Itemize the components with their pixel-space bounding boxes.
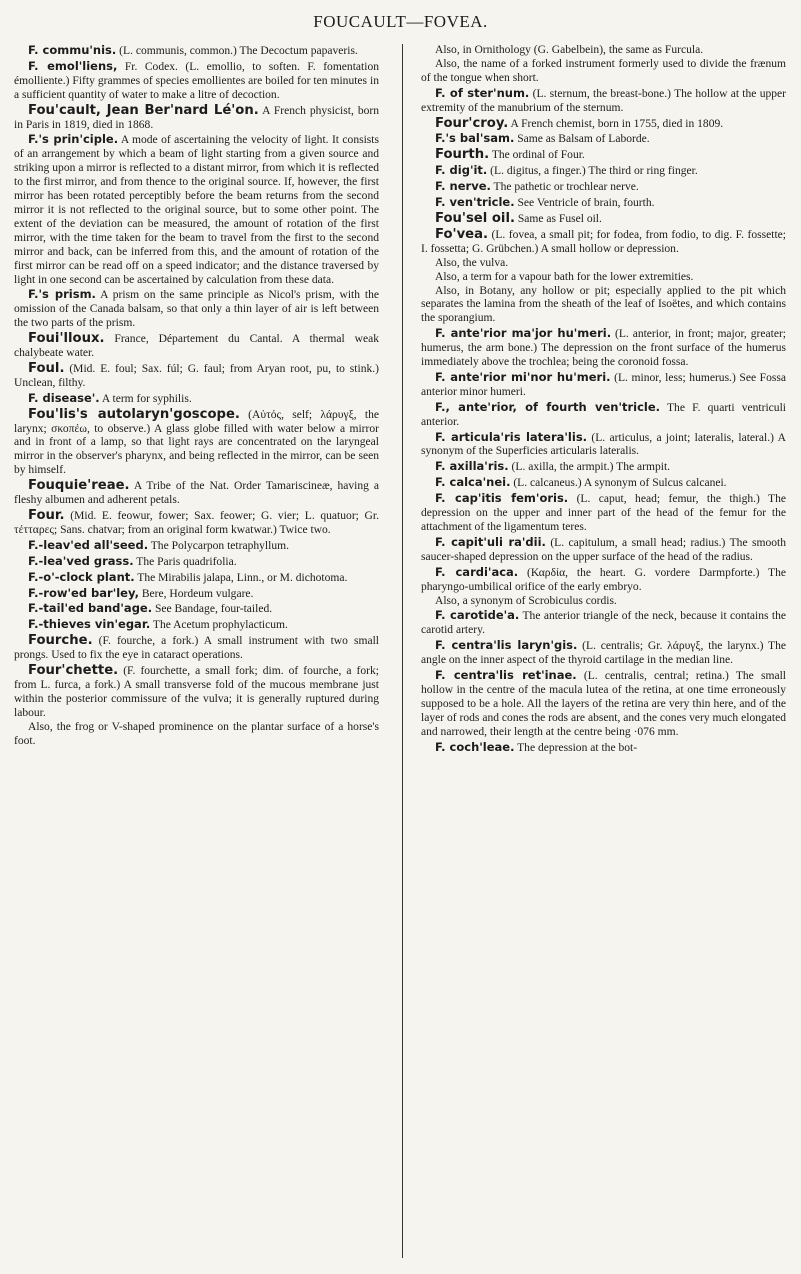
- dictionary-entry: [421, 431, 786, 460]
- dictionary-entry: [421, 492, 786, 535]
- entry-definition: (L. calcaneus.) A synonym of Sulcus calcanei.: [510, 477, 727, 490]
- entry-definition: A Tribe of the Nat. Order Tamariscineæ, having a fleshy albumen and adherent petals.: [14, 480, 379, 507]
- dictionary-entry: [14, 288, 379, 331]
- entry-headword: Four'chette.: [28, 663, 119, 679]
- entry-headword: F. emol'liens,: [28, 58, 118, 73]
- entry-definition: (Καρδία, the heart. G. vordere Darmpforte.) The pharyngo-umbilical orifice of the early embryo.: [421, 566, 786, 593]
- entry-definition: (L. minor, less; humerus.) See Fossa anterior minor humeri.: [421, 371, 786, 398]
- dictionary-entry: [421, 117, 786, 132]
- dictionary-entry: [14, 571, 379, 586]
- entry-definition: (L. sternum, the breast-bone.) The hollow at the upper extremity of the manubrium of the sternum.: [421, 87, 786, 114]
- entry-headword: F. nerve.: [435, 179, 491, 194]
- entry-headword: Fo'vea.: [435, 226, 489, 242]
- right-column: [421, 44, 786, 1266]
- dictionary-entry: [14, 602, 379, 617]
- entry-definition: (L. caput, head; femur, the thigh.) The depression on the upper and inner part of the head of the femur for the attachment of the ligamentum teres.: [421, 493, 786, 533]
- dictionary-entry: [14, 555, 379, 570]
- dictionary-entry: [14, 664, 379, 748]
- dictionary-entry: [14, 509, 379, 538]
- entry-headword: Fou'cault, Jean Ber'nard Lé'on.: [28, 102, 259, 118]
- entry-definition: (L. fovea, a small pit; for fodea, from fodio, to dig. F. fossette; I. fossetta; G. Grübchen.) A small hollow or depression.: [421, 228, 786, 255]
- dictionary-entry: [421, 371, 786, 400]
- entry-definition: (L. anterior, in front; major, greater; humerus, the arm bone.) The depression on the front surface of the humerus immediately above the trochlea; being the coronoid fossa.: [421, 328, 786, 369]
- entry-definition: A mode of ascertaining the velocity of light. It consists of an arrangement by which a beam of light starting from a given source and striking upon a mirror is reflected to a distant mirror, from which it is reflected to the first mirror, and from thence to the original source. If, however, the first mirror has been rotated perceptibly before the beam returns from the second mirror it is not reflected to the original source, but to some other point. The extent of the deviation can be measured, the amount of rotation of the first mirror, with the time taken for the beam to travel from the first to the second mirror and back, can be inferred from this, and the amount of rotation of the first mirror can be read off on a speed indicator; and the distance traversed by light in one second can be ascertained by calculation from these data.: [14, 134, 379, 286]
- entry-headword: F.-lea'ved grass.: [28, 553, 134, 568]
- entry-definition: (L. digitus, a finger.) The third or ring finger.: [487, 165, 698, 178]
- entry-headword: F.'s prin'ciple.: [28, 132, 119, 147]
- entry-definition: The anterior triangle of the neck, because it contains the carotid artery.: [421, 610, 786, 637]
- entry-headword: F. axilla'ris.: [435, 459, 509, 474]
- entry-headword: F.'s bal'sam.: [435, 131, 515, 146]
- entry-headword: F. articula'ris latera'lis.: [435, 429, 588, 444]
- dictionary-entry: [421, 327, 786, 370]
- entry-definition: The Polycarpon tetraphyllum.: [148, 539, 289, 552]
- entry-headword: Four'croy.: [435, 115, 509, 131]
- entry-headword: F.-tail'ed band'age.: [28, 601, 153, 616]
- dictionary-entry: [421, 401, 786, 430]
- left-column: [14, 44, 379, 1266]
- entry-definition: The Mirabilis jalapa, Linn., or M. dichotoma.: [134, 571, 348, 584]
- column-divider: [402, 44, 403, 1258]
- entry-headword: F. ante'rior mi'nor hu'meri.: [435, 369, 611, 384]
- dictionary-entry: [14, 60, 379, 103]
- dictionary-entry: [421, 132, 786, 147]
- dictionary-entry: [14, 587, 379, 602]
- dictionary-entry: [421, 609, 786, 638]
- dictionary-entry: [14, 362, 379, 391]
- dictionary-entry: [421, 639, 786, 668]
- dictionary-entry: [14, 392, 379, 407]
- dictionary-entry: [421, 148, 786, 163]
- entry-headword: F. ven'tricle.: [435, 195, 515, 210]
- entry-headword: F. disease'.: [28, 390, 100, 405]
- entry-definition: A French chemist, born in 1755, died in 1809.: [508, 117, 724, 130]
- entry-definition: A prism on the same principle as Nicol's prism, with the omission of the Canada balsam, so that only a thin layer of air is left between the two parts of the prism.: [14, 289, 379, 330]
- dictionary-entry: [14, 133, 379, 287]
- entry-headword: Fou'lis's autolaryn'goscope.: [28, 406, 240, 422]
- entry-definition: The F. quarti ventriculi anterior.: [421, 401, 786, 428]
- entry-definition: The Paris quadrifolia.: [133, 555, 237, 568]
- entry-headword: F.-row'ed bar'ley,: [28, 585, 139, 600]
- dictionary-entry: [14, 104, 379, 133]
- entry-headword: F. dig'it.: [435, 163, 488, 178]
- entry-definition: Fr. Codex. (L. emollio, to soften. F. fomentation émolliente.) Fifty grammes of species emollientes are boiled for ten minutes in a sufficient quantity of water to make a litre of decoction.: [14, 60, 379, 101]
- entry-definition: (L. axilla, the armpit.) The armpit.: [508, 461, 671, 474]
- dictionary-entry: [14, 634, 379, 663]
- entry-subsense: Also, the vulva.: [435, 256, 509, 269]
- entry-headword: F. commu'nis.: [28, 44, 117, 57]
- entry-headword: F. coch'leae.: [435, 739, 515, 754]
- dictionary-entry: [421, 196, 786, 211]
- entry-subsense: Also, a synonym of Scrobiculus cordis.: [435, 594, 617, 607]
- entry-headword: F.-o'-clock plant.: [28, 569, 135, 584]
- entry-definition: A term for syphilis.: [99, 392, 192, 405]
- entry-headword: Four.: [28, 508, 65, 523]
- entry-headword: F. centra'lis laryn'gis.: [435, 638, 578, 653]
- entry-definition: Bere, Hordeum vulgare.: [138, 587, 254, 600]
- entry-headword: Fourche.: [28, 633, 93, 649]
- dictionary-entry: [14, 539, 379, 554]
- entry-definition: France, Département du Cantal. A thermal weak chalybeate water.: [14, 333, 379, 360]
- dictionary-entry: [421, 228, 786, 326]
- entry-headword: F., ante'rior, of fourth ven'tricle.: [435, 399, 661, 414]
- entry-definition: (F. fourchette, a small fork; dim. of fourche, a fork; from L. furca, a fork.) A small transverse fold of the mucous membrane just within the posterior commissure of the vulva; it is generally ruptured during labour.: [14, 665, 379, 719]
- entry-subsense: Also, in Botany, any hollow or pit; especially applied to the pit which separates the lamina from the sheath of the leaf of Isoëtes, and which contains the sporangium.: [421, 284, 786, 325]
- entry-definition: (L. articulus, a joint; lateralis, lateral.) A synonym of the Superficies articularis lateralis.: [421, 431, 786, 458]
- entry-definition: The pathetic or trochlear nerve.: [490, 181, 639, 194]
- dictionary-entry: [14, 618, 379, 633]
- entry-headword: F. ante'rior ma'jor hu'meri.: [435, 326, 612, 341]
- entry-headword: F. carotide'a.: [435, 608, 520, 623]
- dictionary-entry: [421, 87, 786, 116]
- entry-definition: (L. communis, common.) The Decoctum papaveris.: [116, 45, 358, 57]
- entry-headword: F.-leav'ed all'seed.: [28, 537, 149, 552]
- entry-headword: F. of ster'num.: [435, 85, 530, 100]
- dictionary-entry: [421, 566, 786, 609]
- entry-headword: F. cardi'aca.: [435, 564, 519, 579]
- dictionary-entry: [421, 476, 786, 491]
- entry-headword: F. centra'lis ret'inae.: [435, 668, 577, 683]
- entry-definition: Same as Balsam of Laborde.: [514, 133, 650, 146]
- entry-headword: F. calca'nei.: [435, 475, 511, 490]
- entry-definition: (L. capitulum, a small head; radius.) The smooth saucer-shaped depression on the upper surface of the head of the radius.: [421, 536, 786, 563]
- entry-definition: See Bandage, four-tailed.: [152, 603, 273, 616]
- entry-definition: Also, in Ornithology (G. Gabelbein), the same as Furcula.: [435, 44, 704, 56]
- dictionary-entry: [421, 460, 786, 475]
- dictionary-entry: [421, 212, 786, 227]
- entry-definition: (L. centralis, central; retina.) The small hollow in the centre of the macula lutea of the retina, at one time erroneously supposed to be a hole. All the layers of the retina are very thin here, and of the layer of rods and cones the rods are absent, and the cones very much elongated and narrowed, their length at the centre being ·076 mm.: [421, 670, 786, 738]
- entry-headword: F. cap'itis fem'oris.: [435, 491, 569, 506]
- entry-headword: Fouquie'reae.: [28, 478, 130, 494]
- entry-definition: The ordinal of Four.: [489, 149, 585, 162]
- dictionary-entry: [421, 536, 786, 565]
- entry-headword: Foul.: [28, 360, 65, 376]
- dictionary-entry: [14, 479, 379, 508]
- entry-definition: The depression at the bot-: [514, 741, 638, 754]
- dictionary-entry: [421, 180, 786, 195]
- dictionary-entry: [14, 408, 379, 479]
- entry-definition: See Ventricle of brain, fourth.: [514, 197, 655, 210]
- entry-definition: (L. centralis; Gr. λάρυγξ, the larynx.) The angle on the inner aspect of the thyroid cartilage in the median line.: [421, 640, 786, 667]
- entry-definition: The Acetum prophylacticum.: [150, 619, 288, 632]
- entry-subsense: Also, the name of a forked instrument formerly used to divide the frænum of the tongue when short.: [421, 57, 786, 84]
- dictionary-entry: [421, 164, 786, 179]
- entry-definition: (Αὐτός, self; λάρυγξ, the larynx; σκοπέω, to observe.) A glass globe filled with water below a mirror and in front of a lamp, so that light rays are concentrated on the laryngeal mirror in the observer's pharynx, and being reflected in the mirror, can be seen by himself.: [14, 408, 379, 477]
- entry-definition: (Mid. E. foul; Sax. fúl; G. faul; from Aryan root, pu, to stink.) Unclean, filthy.: [14, 362, 379, 389]
- entry-headword: F. capit'uli ra'dii.: [435, 534, 546, 549]
- dictionary-entry: [421, 44, 786, 86]
- dictionary-entry: [421, 741, 786, 756]
- dictionary-entry: [14, 44, 379, 59]
- entry-headword: Fourth.: [435, 147, 490, 163]
- page-header: FOUCAULT—FOVEA.: [313, 12, 488, 31]
- entry-headword: F.-thieves vin'egar.: [28, 617, 151, 632]
- entry-headword: F.'s prism.: [28, 287, 96, 302]
- entry-definition: Same as Fusel oil.: [514, 212, 602, 225]
- entry-subsense: Also, the frog or V-shaped prominence on the plantar surface of a horse's foot.: [14, 720, 379, 747]
- entry-definition: (F. fourche, a fork.) A small instrument with two small prongs. Used to fix the eye in cataract operations.: [14, 635, 379, 662]
- dictionary-entry: [421, 669, 786, 740]
- entry-definition: A French physicist, born in Paris in 1819, died in 1868.: [14, 104, 379, 131]
- entry-headword: Fou'sel oil.: [435, 210, 515, 226]
- entry-headword: Foui'lloux.: [28, 331, 105, 347]
- entry-definition: (Mid. E. feowur, fower; Sax. feower; G. vier; L. quatuor; Gr. τέτταρες; Sans. chatvar; from an original form kwatwar.) Twice two.: [14, 510, 379, 536]
- dictionary-entry: [14, 332, 379, 361]
- entry-subsense: Also, a term for a vapour bath for the lower extremities.: [435, 270, 694, 283]
